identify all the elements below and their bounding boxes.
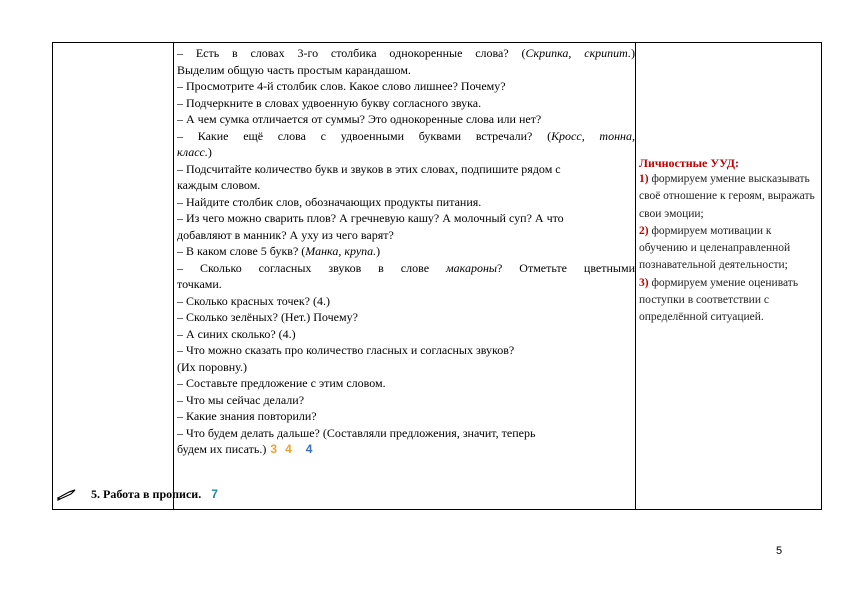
text-line: – Просмотрите 4-й столбик слов. Какое слово лишнее? Почему? xyxy=(177,79,506,93)
text-line: (Их поровну.) xyxy=(177,359,247,374)
task-heading: 5. Работа в прописи. 7 xyxy=(57,487,218,502)
text-line: – Найдите столбик слов, обозначающих продукты питания. xyxy=(177,194,482,209)
text-line: будем их писать.) 3 4 4 xyxy=(177,442,313,456)
text-line: – Сколько красных точек? (4.) xyxy=(177,293,330,308)
text-line: – Что можно сказать про количество гласных и согласных звуков? xyxy=(177,343,515,357)
text-line: – Какие знания повторили? xyxy=(177,409,317,423)
column-divider-2 xyxy=(635,43,636,509)
slide-mark: 7 xyxy=(211,487,218,501)
page-number: 5 xyxy=(776,545,783,557)
uud-item: 2) формируем мотивации к обучению и целенаправленной познавательной деятельности; xyxy=(639,224,791,272)
text-line: точками. xyxy=(177,277,222,291)
uud-item: 1) формируем умение высказывать своё отношение к героям, выражать свои эмоции; xyxy=(639,173,815,220)
text-line: – Составьте предложение с этим словом. xyxy=(177,376,386,390)
text-line: – Есть в словах 3-го столбика однокоренные слова? (Скрипка, скрипит.) xyxy=(177,46,635,60)
lesson-table xyxy=(52,42,822,510)
uud-title: Личностные УУД: xyxy=(639,156,740,170)
uud-column xyxy=(639,155,821,327)
text-line: – Сколько зелёных? (Нет.) Почему? xyxy=(177,310,358,324)
column-divider-1 xyxy=(173,43,174,509)
text-line: – Что мы сейчас делали? xyxy=(177,392,305,407)
text-line: каждым словом. xyxy=(177,178,261,192)
text-line: – Какие ещё слова с удвоенными буквами встречали? (Кросс, тонна, xyxy=(177,128,635,143)
text-line: – А синих сколько? (4.) xyxy=(177,326,296,341)
text-line: – В каком слове 5 букв? (Манка, крупа.) xyxy=(177,244,381,258)
slide-mark: 4 xyxy=(305,442,313,456)
text-line: – Подчеркните в словах удвоенную букву согласного звука. xyxy=(177,95,482,110)
text-line: – Сколько согласных звуков в слове макароны? Отметьте цветными xyxy=(177,260,635,275)
text-line: – Что будем делать дальше? (Составляли предложения, значит, теперь xyxy=(177,425,536,440)
slide-mark: 4 xyxy=(285,442,292,456)
uud-item: 3) формируем умение оценивать поступки в соответствии с определённой ситуацией. xyxy=(639,276,799,324)
text-line: – Подсчитайте количество букв и звуков в этих словах, подпишите рядом с xyxy=(177,161,561,176)
text-line: Выделим общую часть простым карандашом. xyxy=(177,62,411,77)
text-line: добавляют в манник? А уху из чего варят? xyxy=(177,227,394,242)
text-line: – А чем сумка отличается от суммы? Это однокоренные слова или нет? xyxy=(177,112,542,126)
slide-mark: 3 xyxy=(270,442,278,456)
lesson-activity-column xyxy=(177,45,635,458)
text-line: класс.) xyxy=(177,145,212,159)
text-line: – Из чего можно сварить плов? А гречневую кашу? А молочный суп? А что xyxy=(177,211,564,225)
pen-icon xyxy=(57,489,77,501)
